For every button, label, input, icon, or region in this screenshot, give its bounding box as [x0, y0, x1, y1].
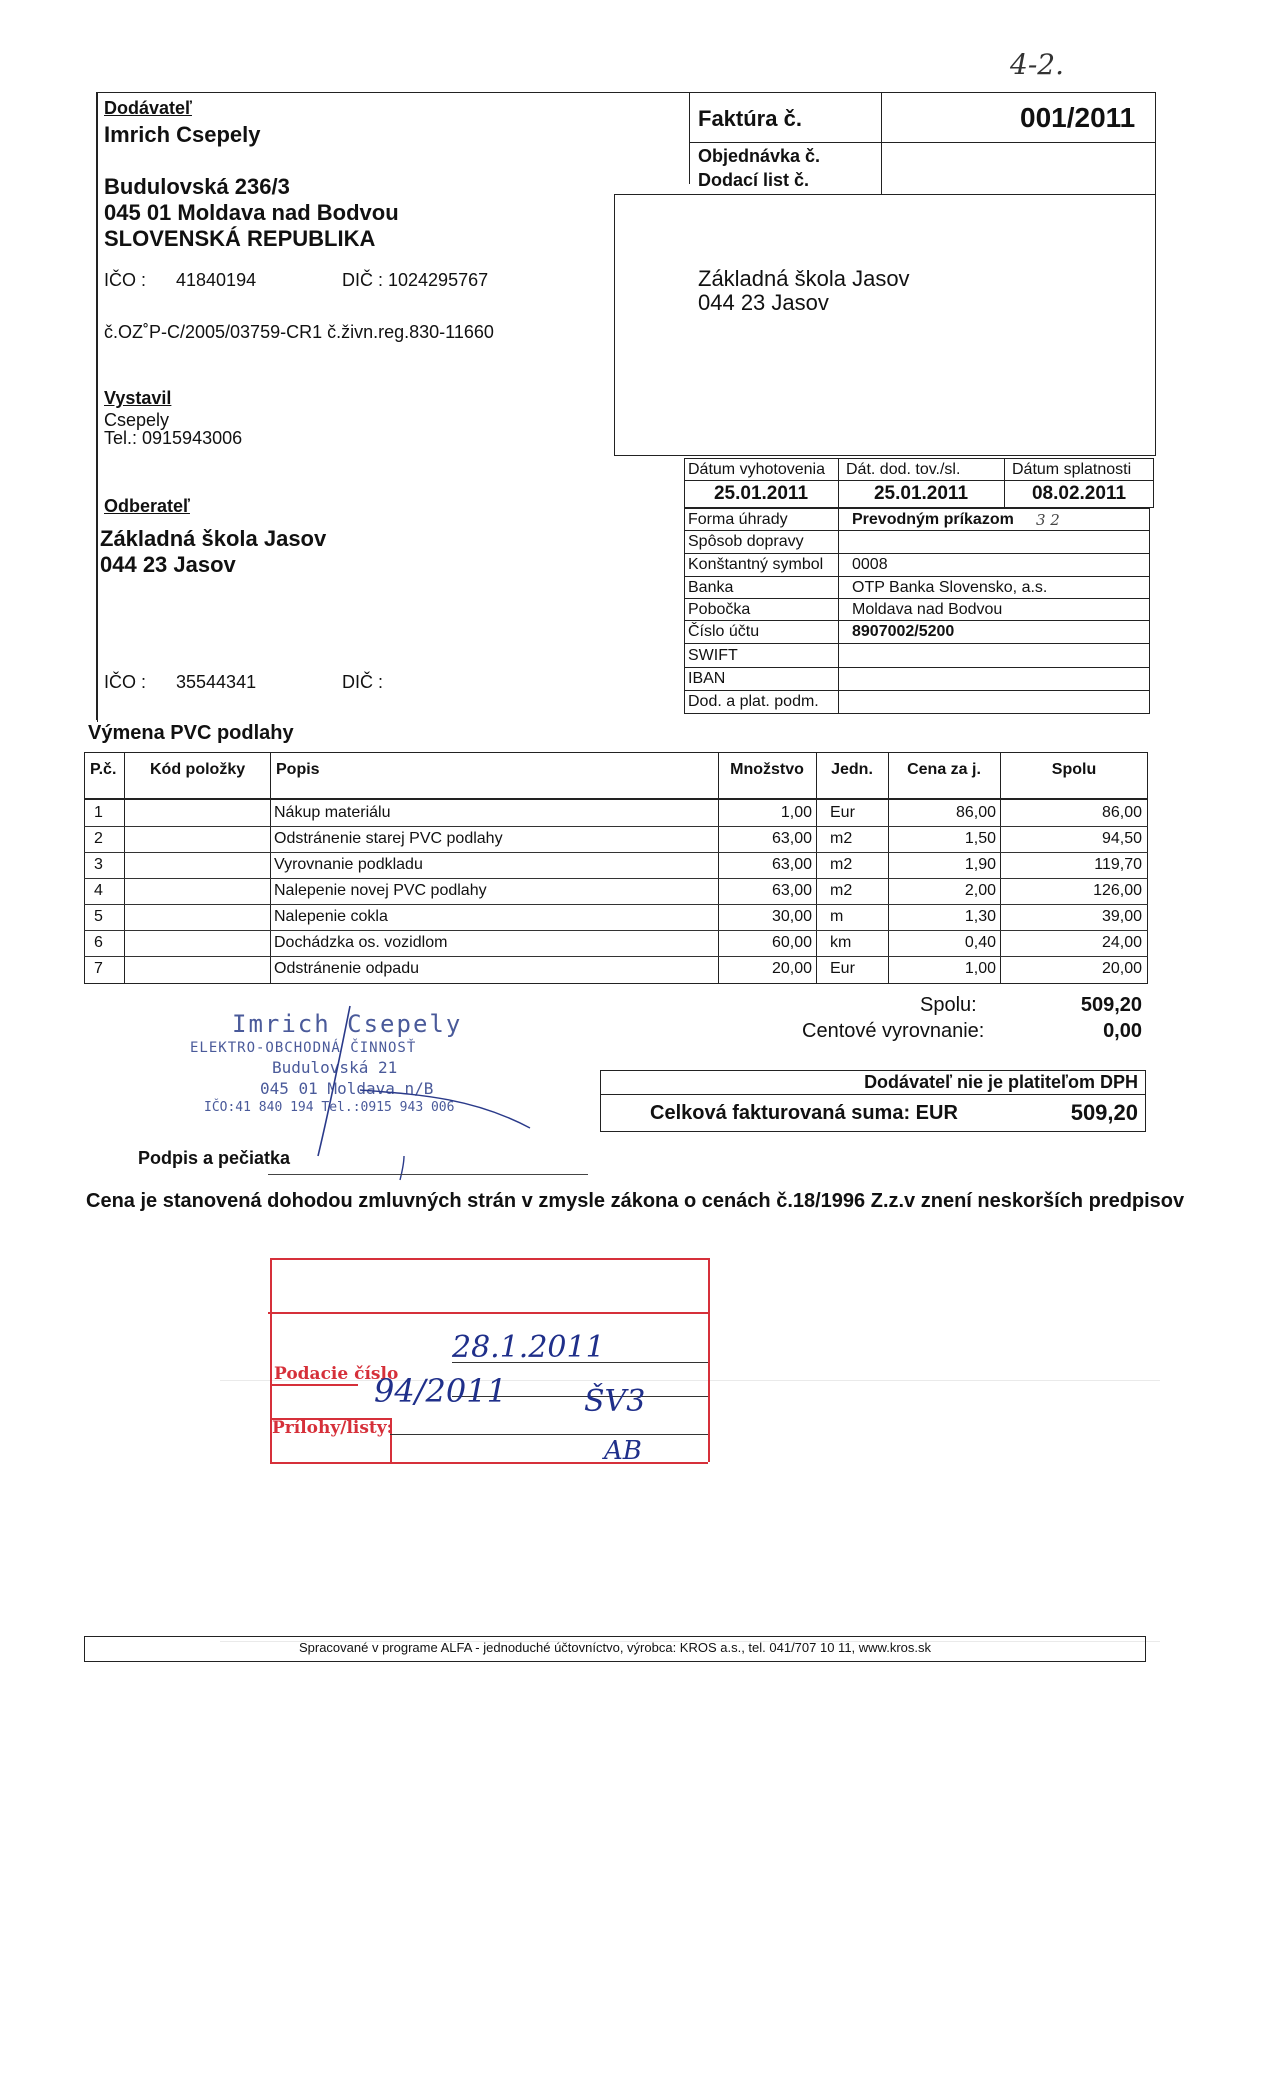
cell-quantity: 63,00: [771, 830, 812, 847]
cell-unit: Eur: [830, 960, 855, 977]
created-label: Dátum vyhotovenia: [688, 461, 825, 478]
cell-quantity: 30,00: [771, 908, 812, 925]
recipient-name: Základná škola Jasov: [698, 266, 910, 291]
row-divider: [84, 826, 1148, 827]
row-divider: [84, 930, 1148, 931]
stamp-line-4: 045 01 Moldava n/B: [260, 1079, 434, 1098]
cell-unit: m: [830, 908, 844, 925]
registry-number-label: Podacie číslo: [274, 1364, 399, 1384]
delivery-date: 25.01.2011: [873, 483, 969, 504]
due-date: 08.02.2011: [1031, 483, 1127, 504]
method-value: Prevodným príkazom: [852, 511, 1014, 528]
cell-quantity: 20,00: [771, 960, 812, 977]
stamp-line-3: Budulovská 21: [272, 1058, 398, 1077]
customer-name: Základná škola Jasov: [100, 526, 327, 551]
invoice-label: Faktúra č.: [698, 106, 802, 131]
row-divider: [84, 852, 1148, 853]
customer-heading: Odberateľ: [104, 496, 190, 516]
cell-index: 5: [94, 908, 103, 925]
cell-index: 4: [94, 882, 103, 899]
cell-unit: m2: [830, 882, 853, 899]
issued-by-phone: Tel.: 0915943006: [104, 428, 243, 448]
iban-label: IBAN: [688, 670, 726, 687]
customer-dic-label: DIČ :: [342, 672, 384, 692]
customer-ico: 35544341: [176, 672, 257, 692]
registry-number: 94/2011: [374, 1372, 507, 1410]
supplier-heading: Dodávateľ: [104, 98, 192, 118]
transport-label: Spôsob dopravy: [688, 533, 804, 550]
cell-description: Nákup materiálu: [274, 804, 391, 821]
cell-unit: m2: [830, 856, 853, 873]
registry-code: ŠV3: [584, 1384, 646, 1419]
cell-total: 24,00: [1101, 934, 1142, 951]
created-date: 25.01.2011: [713, 483, 809, 504]
col-header-code: Kód položky: [150, 761, 246, 778]
cell-total: 94,50: [1101, 830, 1142, 847]
sum-value: 509,20: [1080, 994, 1142, 1016]
cell-quantity: 60,00: [771, 934, 812, 951]
col-header-total: Spolu: [1051, 761, 1097, 778]
registry-date: 28.1.2011: [452, 1330, 605, 1365]
bank-value: OTP Banka Slovensko, a.s.: [852, 579, 1048, 596]
constant-symbol-label: Konštantný symbol: [688, 556, 824, 573]
cell-description: Nalepenie novej PVC podlahy: [274, 882, 487, 899]
supplier-dic: DIČ : 1024295767: [342, 270, 489, 290]
price-note: Cena je stanovená dohodou zmluvných strán v zmysle zákona o cenách č.18/1996 Z.z.v znení neskorších predpisov: [86, 1190, 1185, 1212]
cell-unit-price: 86,00: [955, 804, 996, 821]
total-label: Celková fakturovaná suma: EUR: [650, 1102, 958, 1124]
cell-index: 1: [94, 804, 103, 821]
supplier-ico-label: IČO :: [104, 270, 147, 290]
row-divider: [84, 904, 1148, 905]
terms-label: Dod. a plat. podm.: [688, 693, 819, 710]
cell-unit: m2: [830, 830, 853, 847]
customer-ico-label: IČO :: [104, 672, 147, 692]
cell-description: Odstránenie odpadu: [274, 960, 419, 977]
method-label: Forma úhrady: [688, 511, 788, 528]
sum-label: Spolu:: [920, 994, 977, 1016]
stamp-line-1: Imrich Csepely: [232, 1010, 463, 1038]
cell-unit-price: 2,00: [964, 882, 996, 899]
delivery-note-label: Dodací list č.: [698, 170, 810, 190]
issued-by-name: Csepely: [104, 410, 170, 430]
footer-text: Spracované v programe ALFA - jednoduché účtovníctvo, výrobca: KROS a.s., tel. 041/707 10 11, www.kros.sk: [298, 1640, 932, 1655]
supplier-ico: 41840194: [176, 270, 257, 290]
cell-unit-price: 0,40: [964, 934, 996, 951]
issued-by-heading: Vystavil: [104, 388, 172, 408]
corner-note: 4-2.: [1010, 48, 1064, 81]
cell-description: Nalepenie cokla: [274, 908, 388, 925]
total-value: 509,20: [1070, 1100, 1138, 1125]
cell-unit-price: 1,30: [964, 908, 996, 925]
order-label: Objednávka č.: [698, 146, 821, 166]
account-value: 8907002/5200: [852, 623, 955, 640]
supplier-street: Budulovská 236/3: [104, 174, 290, 199]
recipient-city: 044 23 Jasov: [698, 290, 829, 315]
vat-note: Dodávateľ nie je platiteľom DPH: [864, 1072, 1138, 1092]
signature-label: Podpis a pečiatka: [138, 1148, 291, 1168]
registry-attachments-label: Prílohy/listy:: [272, 1418, 393, 1438]
cell-description: Dochádzka os. vozidlom: [274, 934, 448, 951]
bank-label: Banka: [688, 579, 734, 596]
cell-total: 119,70: [1094, 856, 1142, 873]
cell-index: 7: [94, 960, 103, 977]
due-label: Dátum splatnosti: [1012, 461, 1132, 478]
cell-unit: km: [830, 934, 852, 951]
supplier-name: Imrich Csepely: [104, 122, 261, 147]
col-header-unit-price: Cena za j.: [907, 761, 981, 778]
row-divider: [84, 878, 1148, 879]
supplier-registration: č.OZ˚P-C/2005/03759-CR1 č.živn.reg.830-11660: [104, 322, 494, 342]
cell-total: 20,00: [1101, 960, 1142, 977]
customer-city: 044 23 Jasov: [100, 552, 236, 577]
registry-initials: AB: [604, 1436, 642, 1466]
cell-total: 126,00: [1093, 882, 1142, 899]
cell-description: Vyrovnanie podkladu: [274, 856, 423, 873]
invoice-number: 001/2011: [1020, 102, 1136, 133]
cell-quantity: 1,00: [780, 804, 812, 821]
cell-description: Odstránenie starej PVC podlahy: [274, 830, 503, 847]
row-divider: [84, 956, 1148, 957]
col-header-index: P.č.: [90, 761, 117, 778]
supplier-city: 045 01 Moldava nad Bodvou: [104, 200, 399, 225]
cell-unit-price: 1,90: [964, 856, 996, 873]
branch-label: Pobočka: [688, 601, 751, 618]
cell-total: 39,00: [1101, 908, 1142, 925]
cell-quantity: 63,00: [771, 882, 812, 899]
cell-unit-price: 1,50: [964, 830, 996, 847]
method-note: 3 2: [1036, 511, 1060, 529]
stamp-line-5: IČO:41 840 194 Tel.:0915 943 006: [204, 1100, 455, 1115]
delivery-label: Dát. dod. tov./sl.: [846, 461, 961, 478]
rounding-label: Centové vyrovnanie:: [802, 1020, 985, 1042]
cell-unit-price: 1,00: [964, 960, 996, 977]
swift-label: SWIFT: [688, 647, 738, 664]
cell-index: 3: [94, 856, 103, 873]
supplier-country: SLOVENSKÁ REPUBLIKA: [104, 226, 376, 251]
rounding-value: 0,00: [1103, 1020, 1142, 1042]
cell-quantity: 63,00: [771, 856, 812, 873]
col-header-unit: Jedn.: [831, 761, 873, 778]
signature-line: [268, 1174, 588, 1175]
branch-value: Moldava nad Bodvou: [852, 601, 1003, 618]
subject: Výmena PVC podlahy: [88, 722, 294, 744]
cell-index: 2: [94, 830, 103, 847]
constant-symbol-value: 0008: [852, 556, 888, 573]
recipient-box: [614, 194, 1156, 456]
cell-index: 6: [94, 934, 103, 951]
col-header-description: Popis: [276, 761, 320, 778]
col-header-quantity: Množstvo: [730, 761, 804, 778]
cell-unit: Eur: [830, 804, 855, 821]
stamp-line-2: ELEKTRO-OBCHODNÁ ČINNOSŤ: [190, 1040, 417, 1056]
account-label: Číslo účtu: [688, 623, 760, 640]
cell-total: 86,00: [1101, 804, 1142, 821]
